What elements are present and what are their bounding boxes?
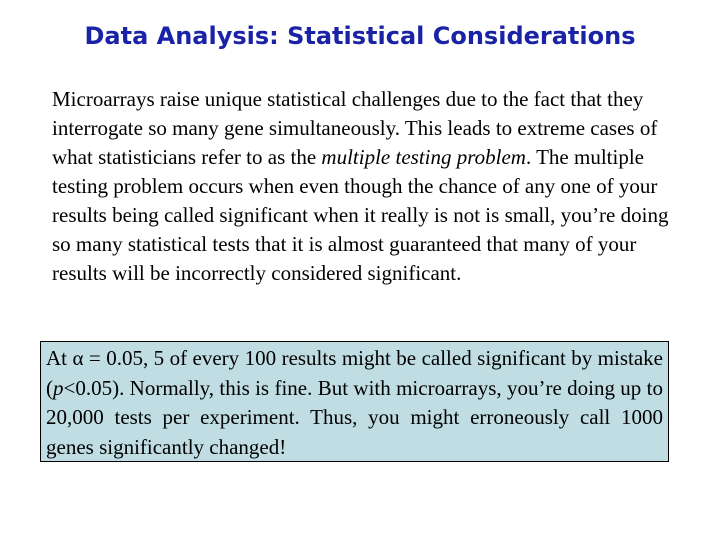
p-symbol: p [53, 375, 64, 400]
callout-text-3: <0.05). Normally, this is fine. But with microarrays, you’re doing up to 20,000 tests per experiment. Thus, you might erroneously call 1000 genes significantly changed! [46, 375, 663, 459]
paragraph-emphasis: multiple testing problem [321, 145, 526, 169]
callout-box [40, 341, 669, 462]
body-paragraph [52, 85, 682, 288]
slide-title: Data Analysis: Statistical Considerations [84, 22, 636, 50]
paragraph-text-before: Microarrays raise unique statistical challenges due to the fact that they interrogate so many gene simultaneously. This leads to extreme cases of what statisticians refer to as the [52, 87, 658, 169]
paragraph-text-after: . The multiple testing problem occurs when even though the chance of any one of your results being called significant when it really is not is small, you’re doing so many statistical tests that it is almost guaranteed that many of your results will be incorrectly considered significant. [52, 145, 669, 285]
alpha-symbol: α [72, 346, 84, 370]
callout-text-2: = 0.05, 5 of every 100 results might be called significant by mistake ( [46, 346, 664, 400]
callout-text-1: At [46, 346, 73, 370]
